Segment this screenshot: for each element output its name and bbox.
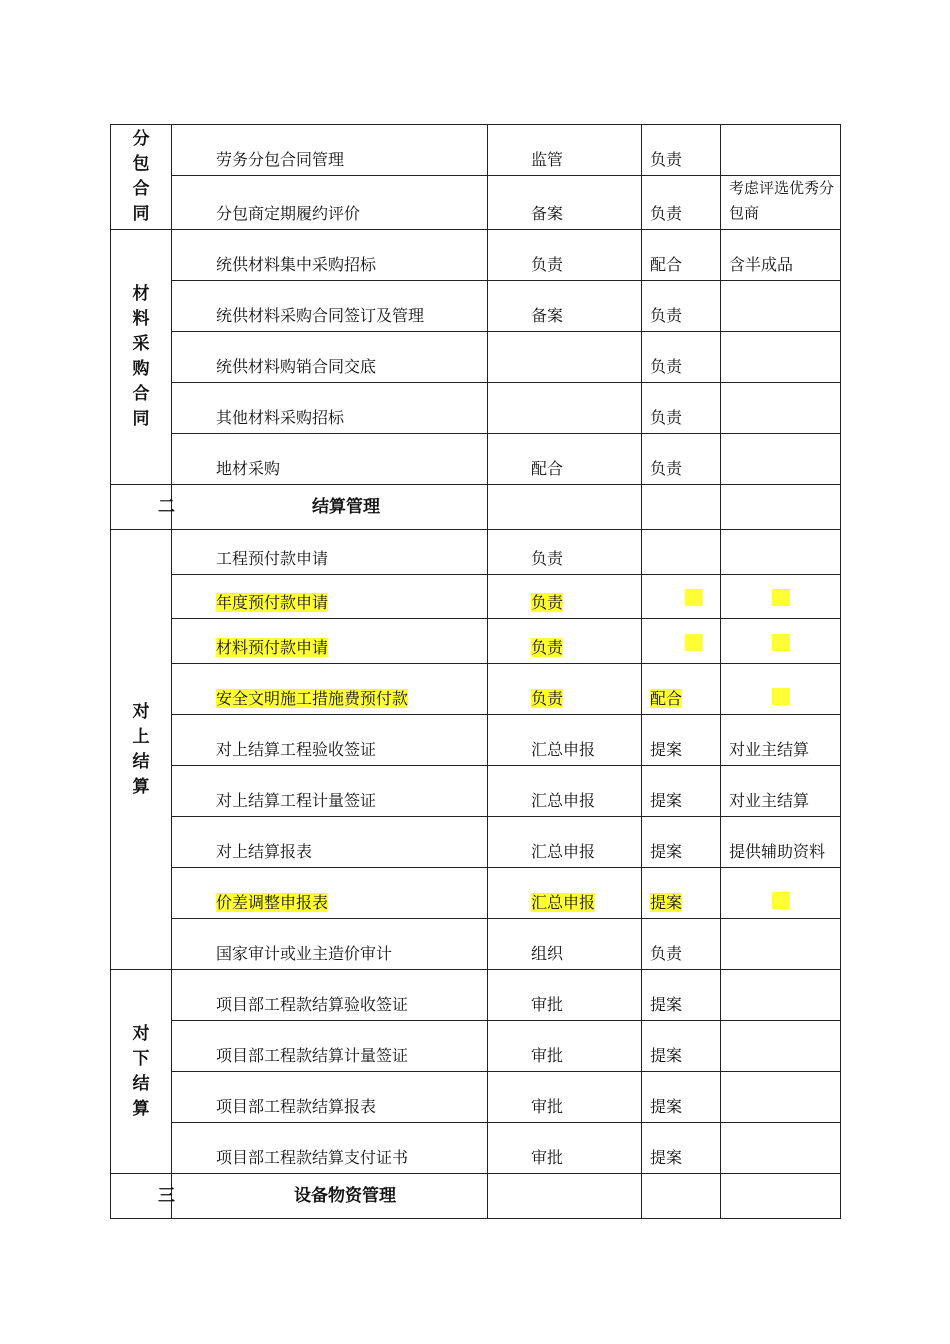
role-text-wrap: [650, 893, 682, 912]
role-cell: [642, 230, 721, 281]
role-text: 负责: [650, 150, 683, 169]
table-row: [111, 125, 841, 176]
table-row: [111, 919, 841, 970]
table-row: [111, 868, 841, 919]
remark-cell: [721, 383, 841, 434]
section-title: 结算管理: [172, 485, 488, 530]
role-text: 提案: [650, 791, 683, 810]
empty-cell: [642, 1174, 721, 1219]
role-cell: [642, 970, 721, 1021]
highlighted-text: 安全文明施工措施费预付款: [216, 689, 409, 708]
empty-cell: [721, 1174, 841, 1219]
role-text: 提案: [650, 995, 683, 1014]
responsibility-table: [110, 124, 841, 1219]
highlighted-text: 负责: [531, 689, 564, 708]
remark-text: 对业主结算: [729, 791, 810, 810]
responsibility-cell: [488, 383, 642, 434]
remark-text: 含半成品: [729, 255, 794, 274]
table-row: [111, 1123, 841, 1174]
highlighted-text: 提案: [650, 893, 683, 912]
role-cell: [642, 530, 721, 575]
section-title: 设备物资管理: [172, 1174, 488, 1219]
role-cell: [642, 332, 721, 383]
table-row: [111, 434, 841, 485]
remark-cell: [721, 868, 841, 919]
highlight-mark: [685, 589, 703, 606]
responsibility-cell: 组织: [488, 919, 642, 970]
remark-cell: [721, 817, 841, 868]
table-row: [111, 575, 841, 619]
role-text: 负责: [650, 306, 683, 325]
role-cell: [642, 715, 721, 766]
empty-cell: [488, 485, 642, 530]
role-text-wrap: [650, 689, 682, 708]
highlight-mark: [685, 634, 703, 651]
remark-cell: [721, 970, 841, 1021]
item-cell: 国家审计或业主造价审计: [172, 919, 488, 970]
role-cell: [642, 434, 721, 485]
category-cell: [111, 530, 172, 970]
role-text: 提案: [650, 1097, 683, 1116]
item-cell: [172, 868, 488, 919]
role-cell: [642, 125, 721, 176]
responsibility-cell: 审批: [488, 1072, 642, 1123]
remark-cell: [721, 1021, 841, 1072]
item-cell: 统供材料购销合同交底: [172, 332, 488, 383]
category-cell: [111, 230, 172, 485]
remark-text: 考虑评选优秀分包商: [729, 179, 835, 222]
responsibility-cell: 汇总申报: [488, 817, 642, 868]
table-row: [111, 230, 841, 281]
remark-cell: [721, 332, 841, 383]
category-cell: [111, 970, 172, 1174]
responsibility-cell: 审批: [488, 1021, 642, 1072]
table-row: [111, 619, 841, 664]
role-cell: [642, 766, 721, 817]
highlighted-text: 配合: [650, 689, 683, 708]
responsibility-cell: 负责: [488, 530, 642, 575]
role-cell: [642, 817, 721, 868]
remark-cell: [721, 1072, 841, 1123]
remark-cell: [721, 281, 841, 332]
role-cell: [642, 281, 721, 332]
role-text: 负责: [650, 459, 683, 478]
remark-cell: [721, 919, 841, 970]
role-text: 提案: [650, 842, 683, 861]
remark-cell: [721, 176, 841, 230]
table-row: [111, 530, 841, 575]
item-cell: 项目部工程款结算支付证书: [172, 1123, 488, 1174]
table-row: [111, 766, 841, 817]
table-row: [111, 1072, 841, 1123]
item-cell: 地材采购: [172, 434, 488, 485]
remark-cell: [721, 1123, 841, 1174]
item-cell: 统供材料集中采购招标: [172, 230, 488, 281]
table-row: [111, 1021, 841, 1072]
section-header-row: [111, 485, 841, 530]
role-cell: [642, 1072, 721, 1123]
responsibility-cell: [488, 619, 642, 664]
table-row: [111, 715, 841, 766]
empty-cell: [721, 485, 841, 530]
highlighted-text: 年度预付款申请: [216, 593, 329, 612]
item-cell: 统供材料采购合同签订及管理: [172, 281, 488, 332]
item-cell: [172, 575, 488, 619]
empty-cell: [642, 485, 721, 530]
item-cell: 对上结算工程验收签证: [172, 715, 488, 766]
category-label: 对下结算: [132, 1023, 150, 1119]
table-row: [111, 332, 841, 383]
item-cell: 劳务分包合同管理: [172, 125, 488, 176]
item-cell: [172, 664, 488, 715]
responsibility-cell: 审批: [488, 970, 642, 1021]
remark-cell: [721, 530, 841, 575]
role-text: 负责: [650, 357, 683, 376]
remark-text: 对业主结算: [729, 740, 810, 759]
role-text: 负责: [650, 204, 683, 223]
role-text: 提案: [650, 740, 683, 759]
item-cell: 分包商定期履约评价: [172, 176, 488, 230]
highlighted-text: 价差调整申报表: [216, 893, 329, 912]
responsibility-cell: [488, 868, 642, 919]
remark-cell: [721, 230, 841, 281]
responsibility-cell: 监管: [488, 125, 642, 176]
role-cell: [642, 176, 721, 230]
responsibility-cell: 负责: [488, 230, 642, 281]
role-cell: [642, 1123, 721, 1174]
table-row: [111, 281, 841, 332]
remark-text: 提供辅助资料: [729, 842, 826, 861]
role-text: 提案: [650, 1046, 683, 1065]
category-cell: [111, 125, 172, 230]
remark-cell: [721, 664, 841, 715]
highlighted-text: 负责: [531, 593, 564, 612]
responsibility-cell: 汇总申报: [488, 715, 642, 766]
remark-cell: [721, 434, 841, 485]
responsibility-cell: [488, 575, 642, 619]
role-text: 提案: [650, 1148, 683, 1167]
responsibility-cell: 备案: [488, 281, 642, 332]
role-text: 配合: [650, 255, 683, 274]
item-cell: 项目部工程款结算报表: [172, 1072, 488, 1123]
role-cell: [642, 619, 721, 664]
item-cell: 项目部工程款结算计量签证: [172, 1021, 488, 1072]
remark-cell: [721, 619, 841, 664]
role-cell: [642, 664, 721, 715]
responsibility-cell: [488, 332, 642, 383]
table-row: [111, 817, 841, 868]
highlight-mark: [772, 589, 790, 606]
category-label: 对上结算: [132, 701, 150, 797]
role-cell: [642, 868, 721, 919]
highlighted-text: 材料预付款申请: [216, 638, 329, 657]
item-cell: 对上结算报表: [172, 817, 488, 868]
highlight-mark: [772, 892, 790, 909]
responsibility-cell: 配合: [488, 434, 642, 485]
role-text: 负责: [650, 944, 683, 963]
responsibility-table-page: [110, 124, 840, 1219]
responsibility-cell: 备案: [488, 176, 642, 230]
remark-cell: [721, 125, 841, 176]
section-header-row: [111, 1174, 841, 1219]
highlight-mark: [772, 688, 790, 705]
item-cell: [172, 619, 488, 664]
empty-cell: [488, 1174, 642, 1219]
item-cell: 对上结算工程计量签证: [172, 766, 488, 817]
responsibility-cell: [488, 664, 642, 715]
item-cell: 工程预付款申请: [172, 530, 488, 575]
remark-cell: [721, 715, 841, 766]
category-label: 材料采购合同: [132, 284, 150, 429]
remark-cell: [721, 766, 841, 817]
section-number: 二: [111, 485, 172, 530]
section-number: 三: [111, 1174, 172, 1219]
table-row: [111, 970, 841, 1021]
role-cell: [642, 919, 721, 970]
highlighted-text: 负责: [531, 638, 564, 657]
highlighted-text: 汇总申报: [531, 893, 596, 912]
item-cell: 其他材料采购招标: [172, 383, 488, 434]
role-cell: [642, 1021, 721, 1072]
role-cell: [642, 575, 721, 619]
category-label: 分包合同: [132, 129, 150, 224]
role-cell: [642, 383, 721, 434]
table-row: [111, 176, 841, 230]
responsibility-cell: 汇总申报: [488, 766, 642, 817]
role-text: 负责: [650, 408, 683, 427]
responsibility-cell: 审批: [488, 1123, 642, 1174]
highlight-mark: [772, 634, 790, 651]
item-cell: 项目部工程款结算验收签证: [172, 970, 488, 1021]
table-row: [111, 664, 841, 715]
table-row: [111, 383, 841, 434]
remark-cell: [721, 575, 841, 619]
